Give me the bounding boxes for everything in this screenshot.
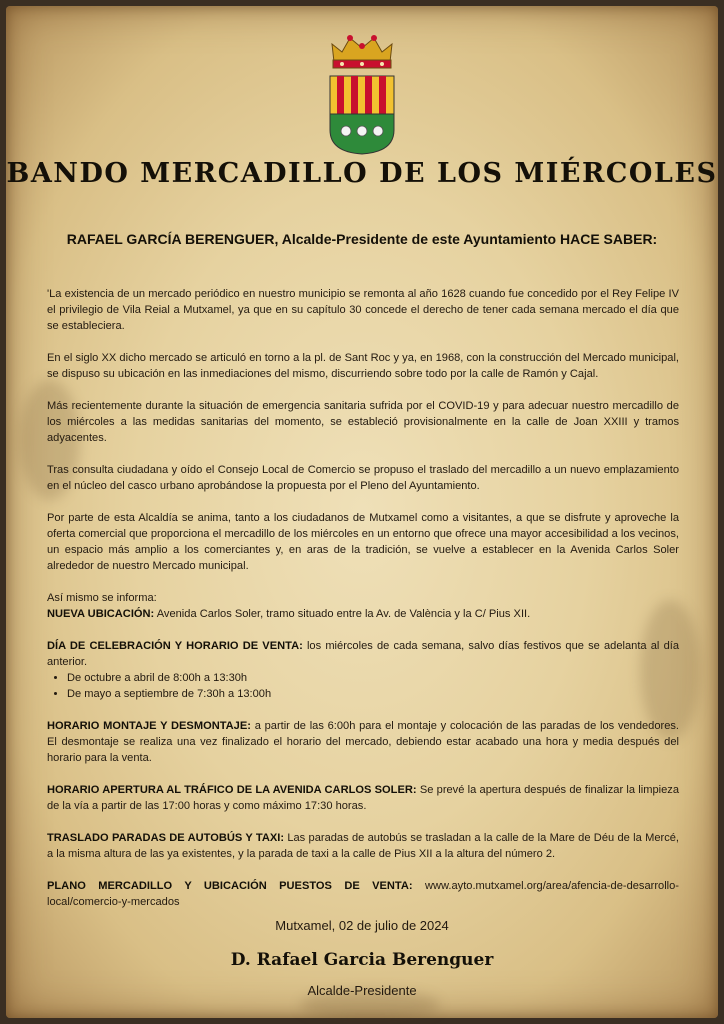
schedule-list bbox=[47, 670, 679, 702]
location-text: Avenida Carlos Soler, tramo situado entre la Av. de València y la C/ Pius XII. bbox=[154, 608, 531, 620]
coat-of-arms-icon bbox=[328, 30, 396, 155]
document-body bbox=[47, 286, 679, 910]
list-item: • De octubre a abril de 8:00h a 13:30h bbox=[67, 670, 679, 686]
traffic-text: Se prevé la apertura después de finalizar la limpieza de la vía a partir de las 17:00 horas y como máximo 17:30 horas. bbox=[47, 784, 679, 812]
schedule-text: los miércoles de cada semana, salvo días festivos que se adelanta al día anterior. bbox=[47, 640, 679, 668]
paragraph-consultation: Tras consulta ciudadana y oído el Consejo Local de Comercio se propuso el traslado del mercadillo a un nuevo emplazamiento en el núcleo del casco urbano aprobándose la propuesta por el Pleno del Ayuntamiento. bbox=[47, 464, 679, 492]
signer-role: Alcalde-Presidente bbox=[307, 983, 417, 998]
proclamation-subtitle: RAFAEL GARCÍA BERENGUER, Alcalde-Presidente de este Ayuntamiento HACE SABER: bbox=[66, 231, 658, 247]
map-link[interactable]: www.ayto.mutxamel.org/area/afencia-de-desarrollo-local/comercio-y-mercados bbox=[47, 880, 680, 908]
location-label: NUEVA UBICACIÓN: bbox=[47, 608, 155, 620]
paragraph-twentieth-century: En el siglo XX dicho mercado se articuló en torno a la pl. de Sant Roc y ya, en 1968, con la construcción del Mercado municipal, se dispuso su ubicación en las inmediaciones del mismo, discurriendo sobre todo por la calle de Ramón y Cajal. bbox=[47, 352, 679, 380]
paragraph-invitation: Por parte de esta Alcaldía se anima, tanto a los ciudadanos de Mutxamel como a visitantes, a que se disfrute y aproveche la oferta comercial que proporciona el mercadillo de los miércoles en un entorno que ofrece una mayor accesibilidad a los vecinos, un espacio más amplio a los comerciantes y, en aras de la tradición, se vuelve a establecer en la Avenida Carlos Soler alrededor de nuestro Mercado municipal. bbox=[47, 512, 679, 572]
assembly-text: a partir de las 6:00h para el montaje y colocación de las paradas de los vendedores. El desmontaje se realiza una vez finalizado el horario del mercado, debiendo estar acabado una hora y media después del horario para la venta. bbox=[47, 720, 679, 764]
paragraph-covid: Más recientemente durante la situación de emergencia sanitaria sufrida por el COVID-19 y para adecuar nuestro mercadillo de los miércoles a las medidas sanitarias del momento, se estableció provisionalmente en la calle de Joan XXIII y tramos adyacentes. bbox=[47, 400, 679, 444]
place-date: Mutxamel, 02 de julio de 2024 bbox=[275, 918, 449, 933]
signer-name: D. Rafael Garcia Berenguer bbox=[230, 950, 494, 970]
bus-taxi-text: Las paradas de autobús se trasladan a la calle de la Mare de Déu de la Mercé, a la misma altura de las ya existentes, y la parada de taxi a la calle de Pius XII a la altura del número 2. bbox=[47, 832, 679, 860]
page-title: BANDO MERCADILLO DE LOS MIÉRCOLES bbox=[6, 158, 718, 189]
section-bus-taxi bbox=[47, 830, 679, 862]
info-intro: Así mismo se informa: bbox=[47, 592, 157, 604]
traffic-label: HORARIO APERTURA AL TRÁFICO DE LA AVENIDA CARLOS SOLER: bbox=[47, 784, 417, 796]
section-map bbox=[47, 878, 679, 910]
schedule-label: DÍA DE CELEBRACIÓN Y HORARIO DE VENTA: bbox=[47, 640, 303, 652]
assembly-label: HORARIO MONTAJE Y DESMONTAJE: bbox=[47, 720, 251, 732]
bus-taxi-label: TRASLADO PARADAS DE AUTOBÚS Y TAXI: bbox=[47, 832, 285, 844]
map-label: PLANO MERCADILLO Y UBICACIÓN PUESTOS DE VENTA: bbox=[47, 880, 413, 892]
section-traffic bbox=[47, 782, 679, 814]
list-item: • De mayo a septiembre de 7:30h a 13:00h bbox=[67, 686, 679, 702]
paragraph-history: 'La existencia de un mercado periódico en nuestro municipio se remonta al año 1628 cuando fue concedido por el Rey Felipe IV el privilegio de Vila Reial a Mutxamel, ya que en su capítulo 30 concede el derecho de tener cada semana mercado el día que se estableciera. bbox=[47, 288, 679, 332]
section-assembly bbox=[47, 718, 679, 766]
section-schedule bbox=[47, 638, 679, 670]
section-location bbox=[47, 606, 679, 622]
